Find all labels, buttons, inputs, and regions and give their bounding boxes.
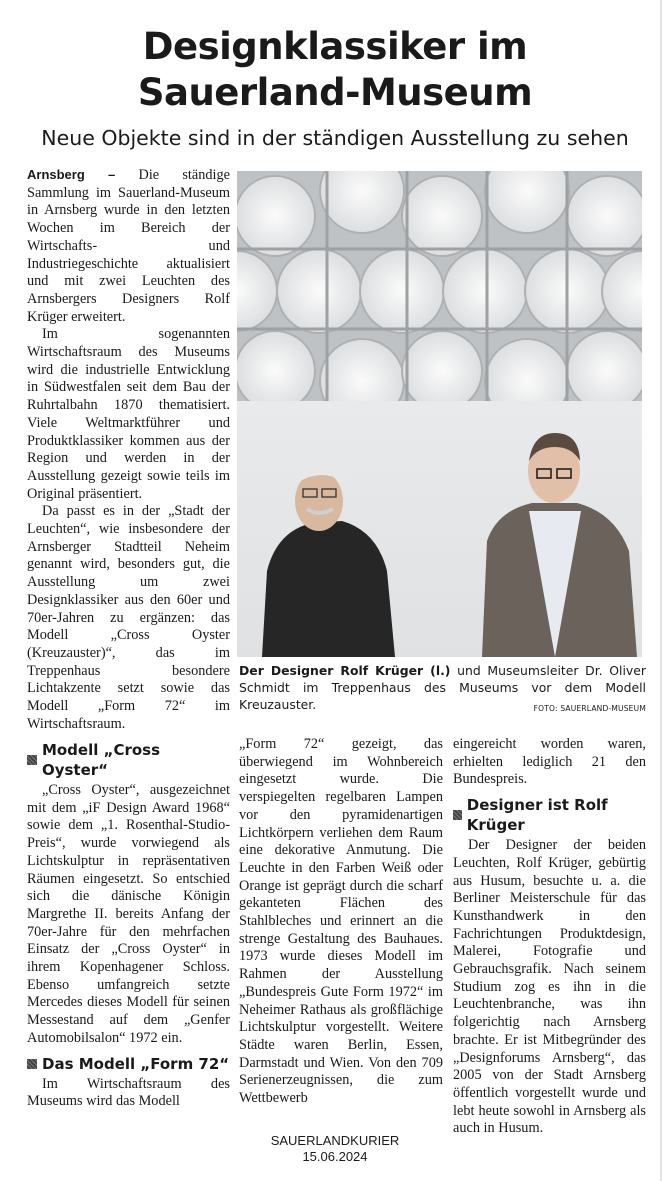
page-edge-divider <box>660 0 662 1181</box>
section-heading-designer: Designer ist Rolf Krüger <box>453 795 646 835</box>
subheadline: Neue Objekte sind in der ständigen Ausstellung zu sehen <box>41 126 629 150</box>
headline-line-2: Sauerland-Museum <box>137 71 533 114</box>
section-form-72-text-start: Im Wirtschaftsraum des Museums wird das Modell <box>27 1075 230 1110</box>
intro-column <box>27 166 230 734</box>
square-bullet-icon <box>453 810 462 820</box>
section-designer-text: Der Designer der beiden Leuchten, Rolf Krüger, gebürtig aus Husum, besuchte u. a. die Berliner Meisterschule für das Kunsthandwerk in den Fachrichtungen Produktdesign, Malerei, Fotografie und Gebrauchsgrafik. Nach seinem Studium zog es ihn in die Leuchtenbranche, was ihn folgerichtig nach Arnsberg brachte. Er ist Mitbegründer des „Designforums Arnsberg“, das 2005 von der Stadt Arnsberg öffentlich vorgestellt wurde und lebt heute sowohl in Arnsberg als auch in Husum. <box>453 837 646 1137</box>
section-form-72-text-end: eingereicht worden waren, erhielten lediglich 21 den Bundespreis. <box>453 736 646 788</box>
headline-line-1: Designklassiker im <box>142 25 528 68</box>
section-heading-cross-oyster: Modell „Cross Oyster“ <box>27 740 230 780</box>
photo-credit: FOTO: SAUERLAND-MUSEUM <box>533 704 646 713</box>
publication-name: SAUERLANDKURIER <box>270 1133 400 1148</box>
source-footer <box>0 1133 670 1165</box>
left-column-lower <box>27 736 230 1111</box>
intro-paragraph-1-text: Die ständige Sammlung im Sauerland-Museum in Arnsberg wurde in den letzten Wochen im Bereich der Wirtschafts- und Industriegeschichte aktualisiert und mit zwei Leuchten des Arnsbergers Designers Rolf Krüger erweitert. <box>27 167 230 325</box>
photo-scene-image <box>237 171 642 657</box>
article-photo <box>237 171 642 657</box>
section-form-72-text-continued: „Form 72“ gezeigt, das überwiegend im Wohnbereich eingesetzt wurde. Die verspiegelten regelbaren Lampen vor den pyramidenartigen Lichtkörpern verliehen dem Raum eine dekorative Anmutung. Die Leuchte in den Farben Weiß oder Orange ist geprägt durch die scharf gekanteten Flächen des Stahlbleches und erinnert an die strenge Gestaltung des Bauhaues. 1973 wurde dieses Modell im Rahmen der Ausstellung „Bundespreis Gute Form 1972“ im Neheimer Rathaus als großflächige Lichtskulptur vorgestellt. Weitere Städte waren Berlin, Essen, Darmstadt und Wien. Von den 709 Serienerzeugnissen, die zum Wettbewerb <box>239 736 443 1107</box>
section-heading-form-72: Das Modell „Form 72“ <box>27 1054 230 1074</box>
intro-paragraph-2: Im sogenannten Wirtschaftsraum des Museums wird die industrielle Entwicklung in Südwestfalen seit dem Bau der Ruhrtalbahn 1870 thematisiert. Viele Weltmarktführer und Produktklassiker kommen aus der Region und werden in der Ausstellung gezeigt sowie teils im Original präsentiert. <box>27 326 230 502</box>
middle-column <box>239 736 443 1108</box>
intro-paragraph-1 <box>27 166 230 326</box>
publication-date: 15.06.2024 <box>302 1149 368 1164</box>
caption-bold: Der Designer Rolf Krüger (l.) <box>239 663 451 678</box>
intro-paragraph-3: Da passt es in der „Stadt der Leuchten“, wie insbesondere der Arnsberger Stadtteil Neheim genannt wird, besonders gut, die Ausstellung um zwei Designklassiker aus den 60er und 70er-Jahren zu ergänzen: das Modell „Cross Oyster (Kreuzauster)“, das im Treppenhaus besondere Lichtakzente setzt sowie das Modell „Form 72“ im Wirtschaftsraum. <box>27 503 230 732</box>
right-column <box>453 736 646 1138</box>
dateline: Arnsberg – <box>27 167 116 182</box>
square-bullet-icon <box>27 755 37 765</box>
square-bullet-icon <box>27 1059 37 1069</box>
headline <box>0 24 670 116</box>
section-cross-oyster-text: „Cross Oyster“, ausgezeichnet mit dem „iF Design Award 1968“ sowie dem „1. Rosenthal-Studio-Preis“, wurde vorwiegend als Lichtskulptur in repräsentativen Räumen eingesetzt. So entschied sich die dänische Königin Margrethe II. bereits Anfang der 70er-Jahre für den mehrfachen Einsatz der „Cross Oyster“ in ihrem Kopenhagener Schloss. Ebenso umfangreich setzte Mercedes dieses Modell für seinen Messestand auf dem „Genfer Automobilsalon“ 1972 ein. <box>27 782 230 1046</box>
caption-text: und Museumsleiter Dr. Oliver Schmidt im Treppenhaus des Museums vor dem Modell Kreuzauster. <box>239 663 646 712</box>
